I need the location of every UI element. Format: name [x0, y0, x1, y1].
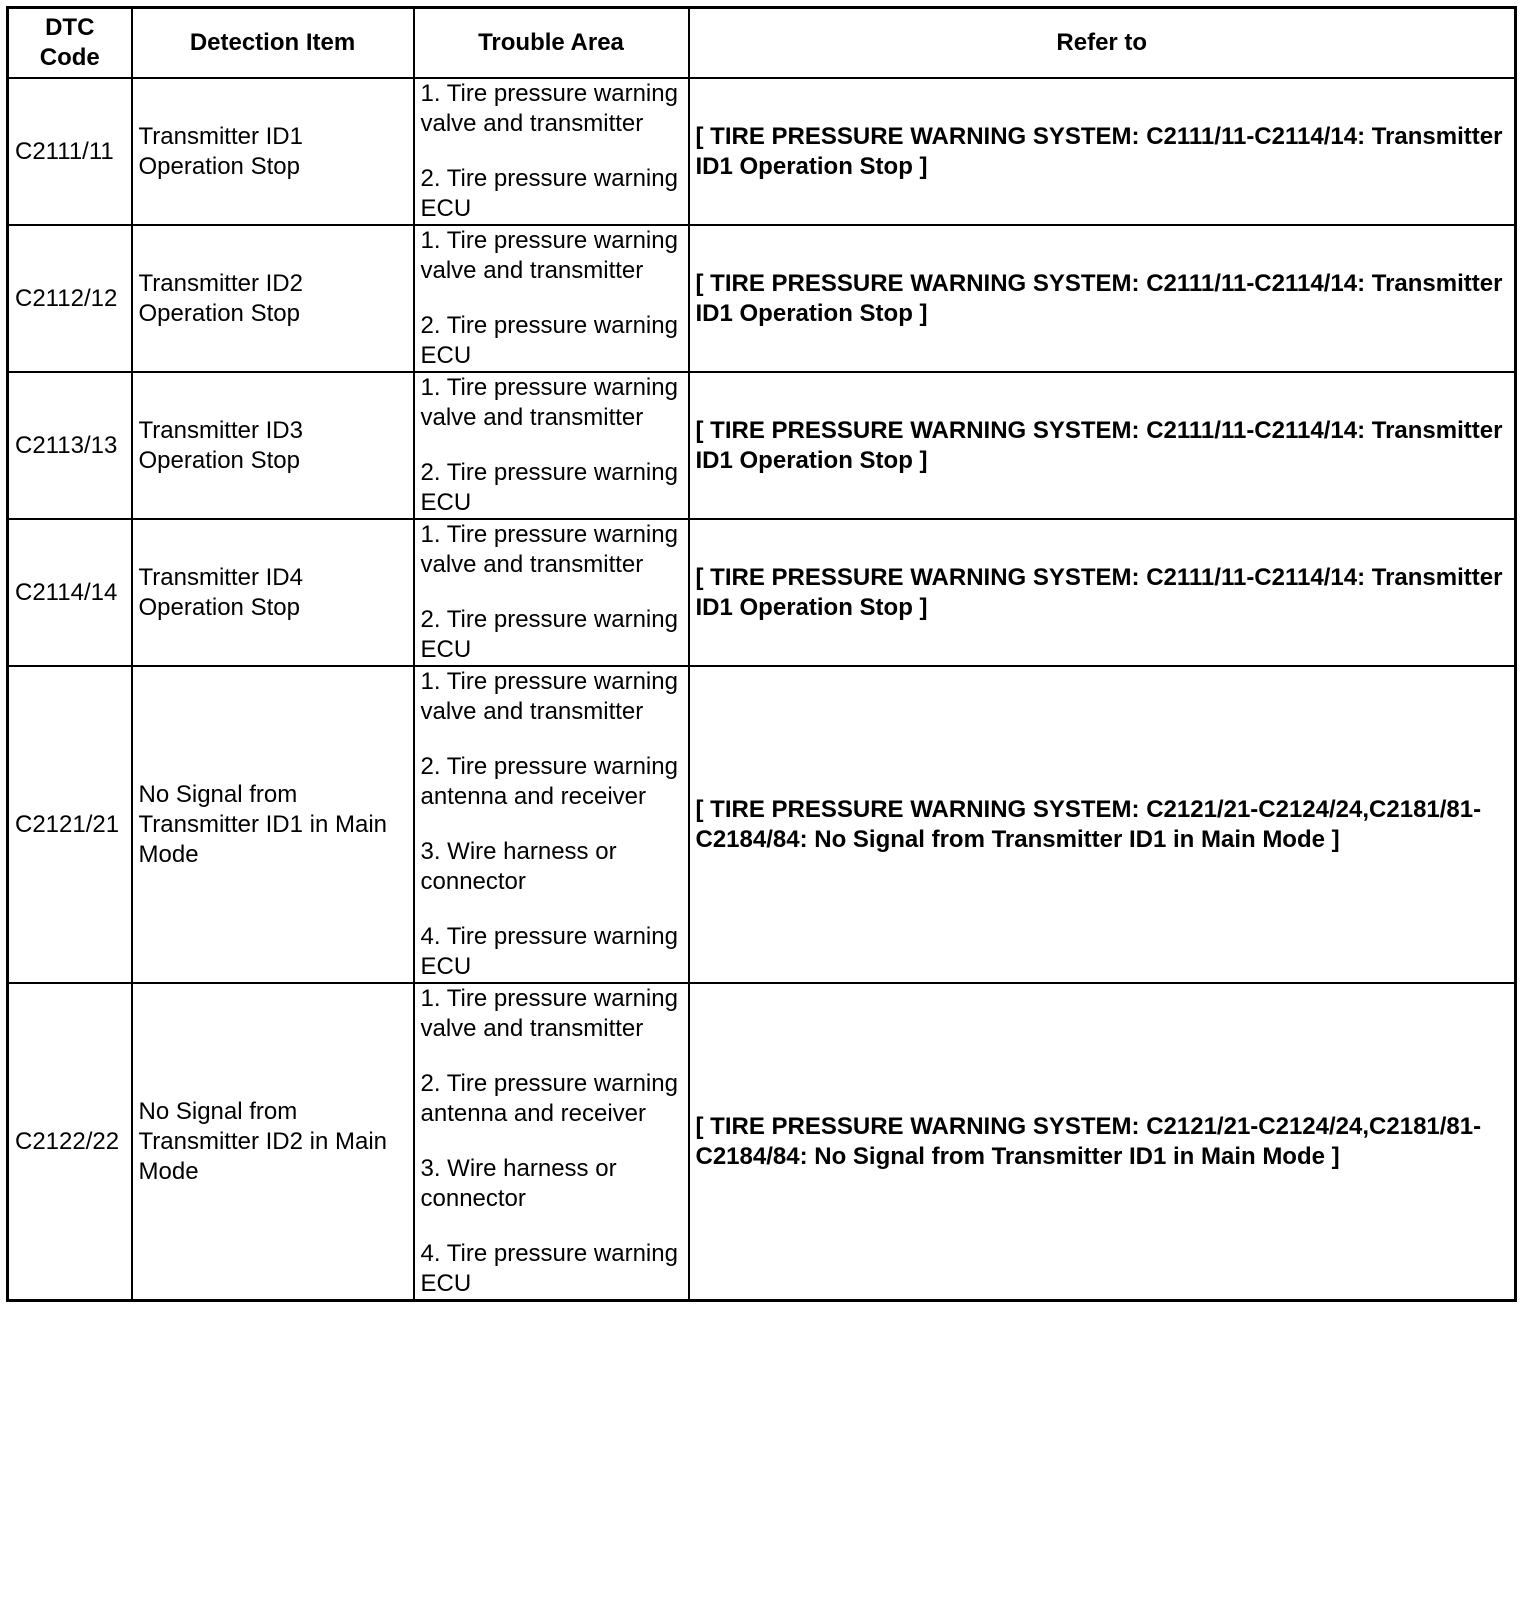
- trouble-area-item: 3. Wire harness or connector: [420, 1155, 617, 1212]
- trouble-area-item: 3. Wire harness or connector: [420, 838, 617, 895]
- table-row: [8, 78, 1516, 225]
- trouble-area-item: 1. Tire pressure warning valve and transmitter: [420, 374, 678, 431]
- trouble-area-item: 2. Tire pressure warning ECU: [420, 459, 678, 516]
- refer-to-link[interactable]: [ TIRE PRESSURE WARNING SYSTEM: C2111/11-C2114/14: Transmitter ID1 Operation Stop ]: [689, 78, 1516, 225]
- trouble-area-item: 4. Tire pressure warning ECU: [420, 1240, 678, 1297]
- trouble-area-item: 2. Tire pressure warning antenna and receiver: [420, 1070, 678, 1127]
- trouble-area-item: 1. Tire pressure warning valve and transmitter: [420, 668, 678, 725]
- trouble-area-cell: [414, 983, 689, 1301]
- trouble-area-item: 1. Tire pressure warning valve and transmitter: [420, 985, 678, 1042]
- refer-to-link[interactable]: [ TIRE PRESSURE WARNING SYSTEM: C2111/11-C2114/14: Transmitter ID1 Operation Stop ]: [689, 372, 1516, 519]
- trouble-area-item: 4. Tire pressure warning ECU: [420, 923, 678, 980]
- trouble-area-cell: [414, 519, 689, 666]
- detection-item-cell: Transmitter ID3 Operation Stop: [132, 372, 414, 519]
- trouble-area-item: 2. Tire pressure warning ECU: [420, 606, 678, 663]
- table-row: [8, 372, 1516, 519]
- refer-to-link[interactable]: [ TIRE PRESSURE WARNING SYSTEM: C2111/11-C2114/14: Transmitter ID1 Operation Stop ]: [689, 519, 1516, 666]
- trouble-area-item: 1. Tire pressure warning valve and transmitter: [420, 521, 678, 578]
- refer-to-link[interactable]: [ TIRE PRESSURE WARNING SYSTEM: C2111/11-C2114/14: Transmitter ID1 Operation Stop ]: [689, 225, 1516, 372]
- trouble-area-item: 2. Tire pressure warning ECU: [420, 165, 678, 222]
- trouble-area-cell: [414, 78, 689, 225]
- trouble-area-item: 2. Tire pressure warning ECU: [420, 312, 678, 369]
- detection-item-cell: Transmitter ID1 Operation Stop: [132, 78, 414, 225]
- table-row: [8, 225, 1516, 372]
- header-dtc-code: DTC Code: [8, 8, 132, 79]
- trouble-area-item: 1. Tire pressure warning valve and transmitter: [420, 227, 678, 284]
- refer-to-link[interactable]: [ TIRE PRESSURE WARNING SYSTEM: C2121/21-C2124/24,C2181/81-C2184/84: No Signal from Transmitter ID1 in Main Mode ]: [689, 983, 1516, 1301]
- header-refer-to: Refer to: [689, 8, 1516, 79]
- trouble-area-cell: [414, 225, 689, 372]
- trouble-area-item: 2. Tire pressure warning antenna and receiver: [420, 753, 678, 810]
- header-detection-item: Detection Item: [132, 8, 414, 79]
- trouble-area-cell: [414, 666, 689, 983]
- trouble-area-item: 1. Tire pressure warning valve and transmitter: [420, 80, 678, 137]
- detection-item-cell: Transmitter ID4 Operation Stop: [132, 519, 414, 666]
- dtc-code-cell: C2113/13: [8, 372, 132, 519]
- refer-to-link[interactable]: [ TIRE PRESSURE WARNING SYSTEM: C2121/21-C2124/24,C2181/81-C2184/84: No Signal from Transmitter ID1 in Main Mode ]: [689, 666, 1516, 983]
- trouble-area-cell: [414, 372, 689, 519]
- dtc-code-cell: C2121/21: [8, 666, 132, 983]
- table-row: [8, 983, 1516, 1301]
- detection-item-cell: Transmitter ID2 Operation Stop: [132, 225, 414, 372]
- dtc-code-cell: C2114/14: [8, 519, 132, 666]
- table-row: [8, 519, 1516, 666]
- dtc-table: [6, 6, 1517, 1302]
- dtc-code-cell: C2122/22: [8, 983, 132, 1301]
- header-row: [8, 8, 1516, 79]
- detection-item-cell: No Signal from Transmitter ID2 in Main Mode: [132, 983, 414, 1301]
- table-row: [8, 666, 1516, 983]
- dtc-code-cell: C2112/12: [8, 225, 132, 372]
- header-trouble-area: Trouble Area: [414, 8, 689, 79]
- dtc-code-cell: C2111/11: [8, 78, 132, 225]
- detection-item-cell: No Signal from Transmitter ID1 in Main Mode: [132, 666, 414, 983]
